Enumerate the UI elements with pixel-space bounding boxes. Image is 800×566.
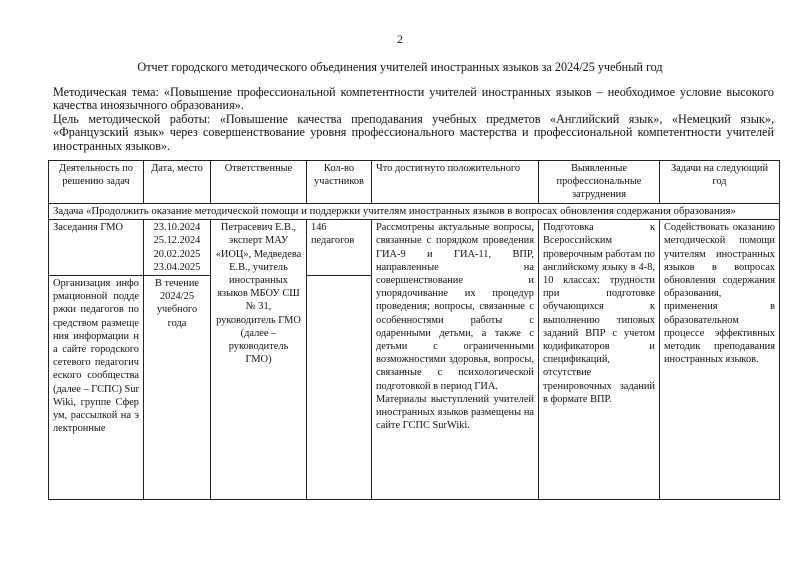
difficulties-cell: Подготовка к Всероссийским проверочным работам по английскому языку в 4-8, 10 классах: трудности при подготовке обучающихся к выполнению типовых заданий ВПР с учетом кодификаторов и спецификаций, отсутствие тренировочных заданий в формате ВПР. — [539, 220, 660, 500]
table-row — [49, 220, 780, 276]
activity-cell: Заседания ГМО — [49, 220, 144, 276]
task-row — [49, 204, 780, 220]
table-header-row — [49, 161, 780, 204]
achieved-cell — [372, 220, 539, 500]
header-date: Дата, место — [144, 161, 211, 204]
achieved-text: Рассмотрены актуальные вопросы, связанные с порядком проведения ГИА-9 и ГИА-11, ВПР, направленные на совершенствование и упорядочивание их процедур проведения; вопросы, связанные с особенностями работы с одаренными детьми, а также с детьми с ограниченными возможностями здоровья, вопросы, связанные с психологической подготовкой в период ГИА. — [376, 222, 534, 392]
header-participants: Кол-во участников — [307, 161, 372, 204]
participants-cell — [307, 276, 372, 500]
date-cell: 23.10.2024 25.12.2024 20.02.2025 23.04.2025 — [144, 220, 211, 276]
activity-cell: Организация информационной поддержки педагогов посредством размещения информации на сайте городского сетевого педагогического сообщества (далее – ГСПС) SurWiki, группе Сферум, рассылкой на электронные — [49, 276, 144, 500]
header-responsible: Ответственные — [211, 161, 307, 204]
next-year-cell: Содействовать оказанию методической помощи учителям иностранных языков в вопросах обновления содержания образования, применения в образовательном процессе эффективных методик преподавания иностранных языков. — [660, 220, 780, 500]
date-cell: В течение 2024/25 учебного года — [144, 276, 211, 500]
header-activity: Деятельность по решению задач — [49, 161, 144, 204]
participants-cell: 146 педагогов — [307, 220, 372, 276]
task-text: Задача «Продолжить оказание методической помощи и поддержки учителям иностранных языков в вопросах обновления содержания образования» — [49, 204, 780, 220]
header-next-year: Задачи на следующий год — [660, 161, 780, 204]
methodical-goal: Цель методической работы: «Повышение качества преподавания учебных предметов «Английский язык», «Немецкий язык», «Французский язык» через совершенствование уровня профессионального мастерства и профессиональной компетентности учителей иностранных языков». — [53, 111, 774, 153]
responsible-cell: Петрасевич Е.В., эксперт МАУ «ИОЦ», Медведева Е.В., учитель иностранных языков МБОУ СШ № 31, руководитель ГМО (далее – руководитель ГМО) — [211, 220, 307, 500]
report-title: Отчет городского методического объединения учителей иностранных языков за 2024/25 учебный год — [137, 60, 663, 74]
achieved-text-2: Материалы выступлений учителей иностранных языков размещены на сайте ГСПС SurWiki. — [376, 393, 534, 432]
header-difficulties: Выявленные профессиональные затруднения — [539, 161, 660, 204]
methodical-theme: Методическая тема: «Повышение профессиональной компетентности учителей иностранных языков – необходимое условие высокого качества иноязычного образования». — [53, 85, 774, 113]
page-number: 2 — [397, 32, 403, 46]
report-table — [48, 160, 780, 500]
intro-section — [53, 86, 774, 153]
header-achieved: Что достигнуто положительного — [372, 161, 539, 204]
